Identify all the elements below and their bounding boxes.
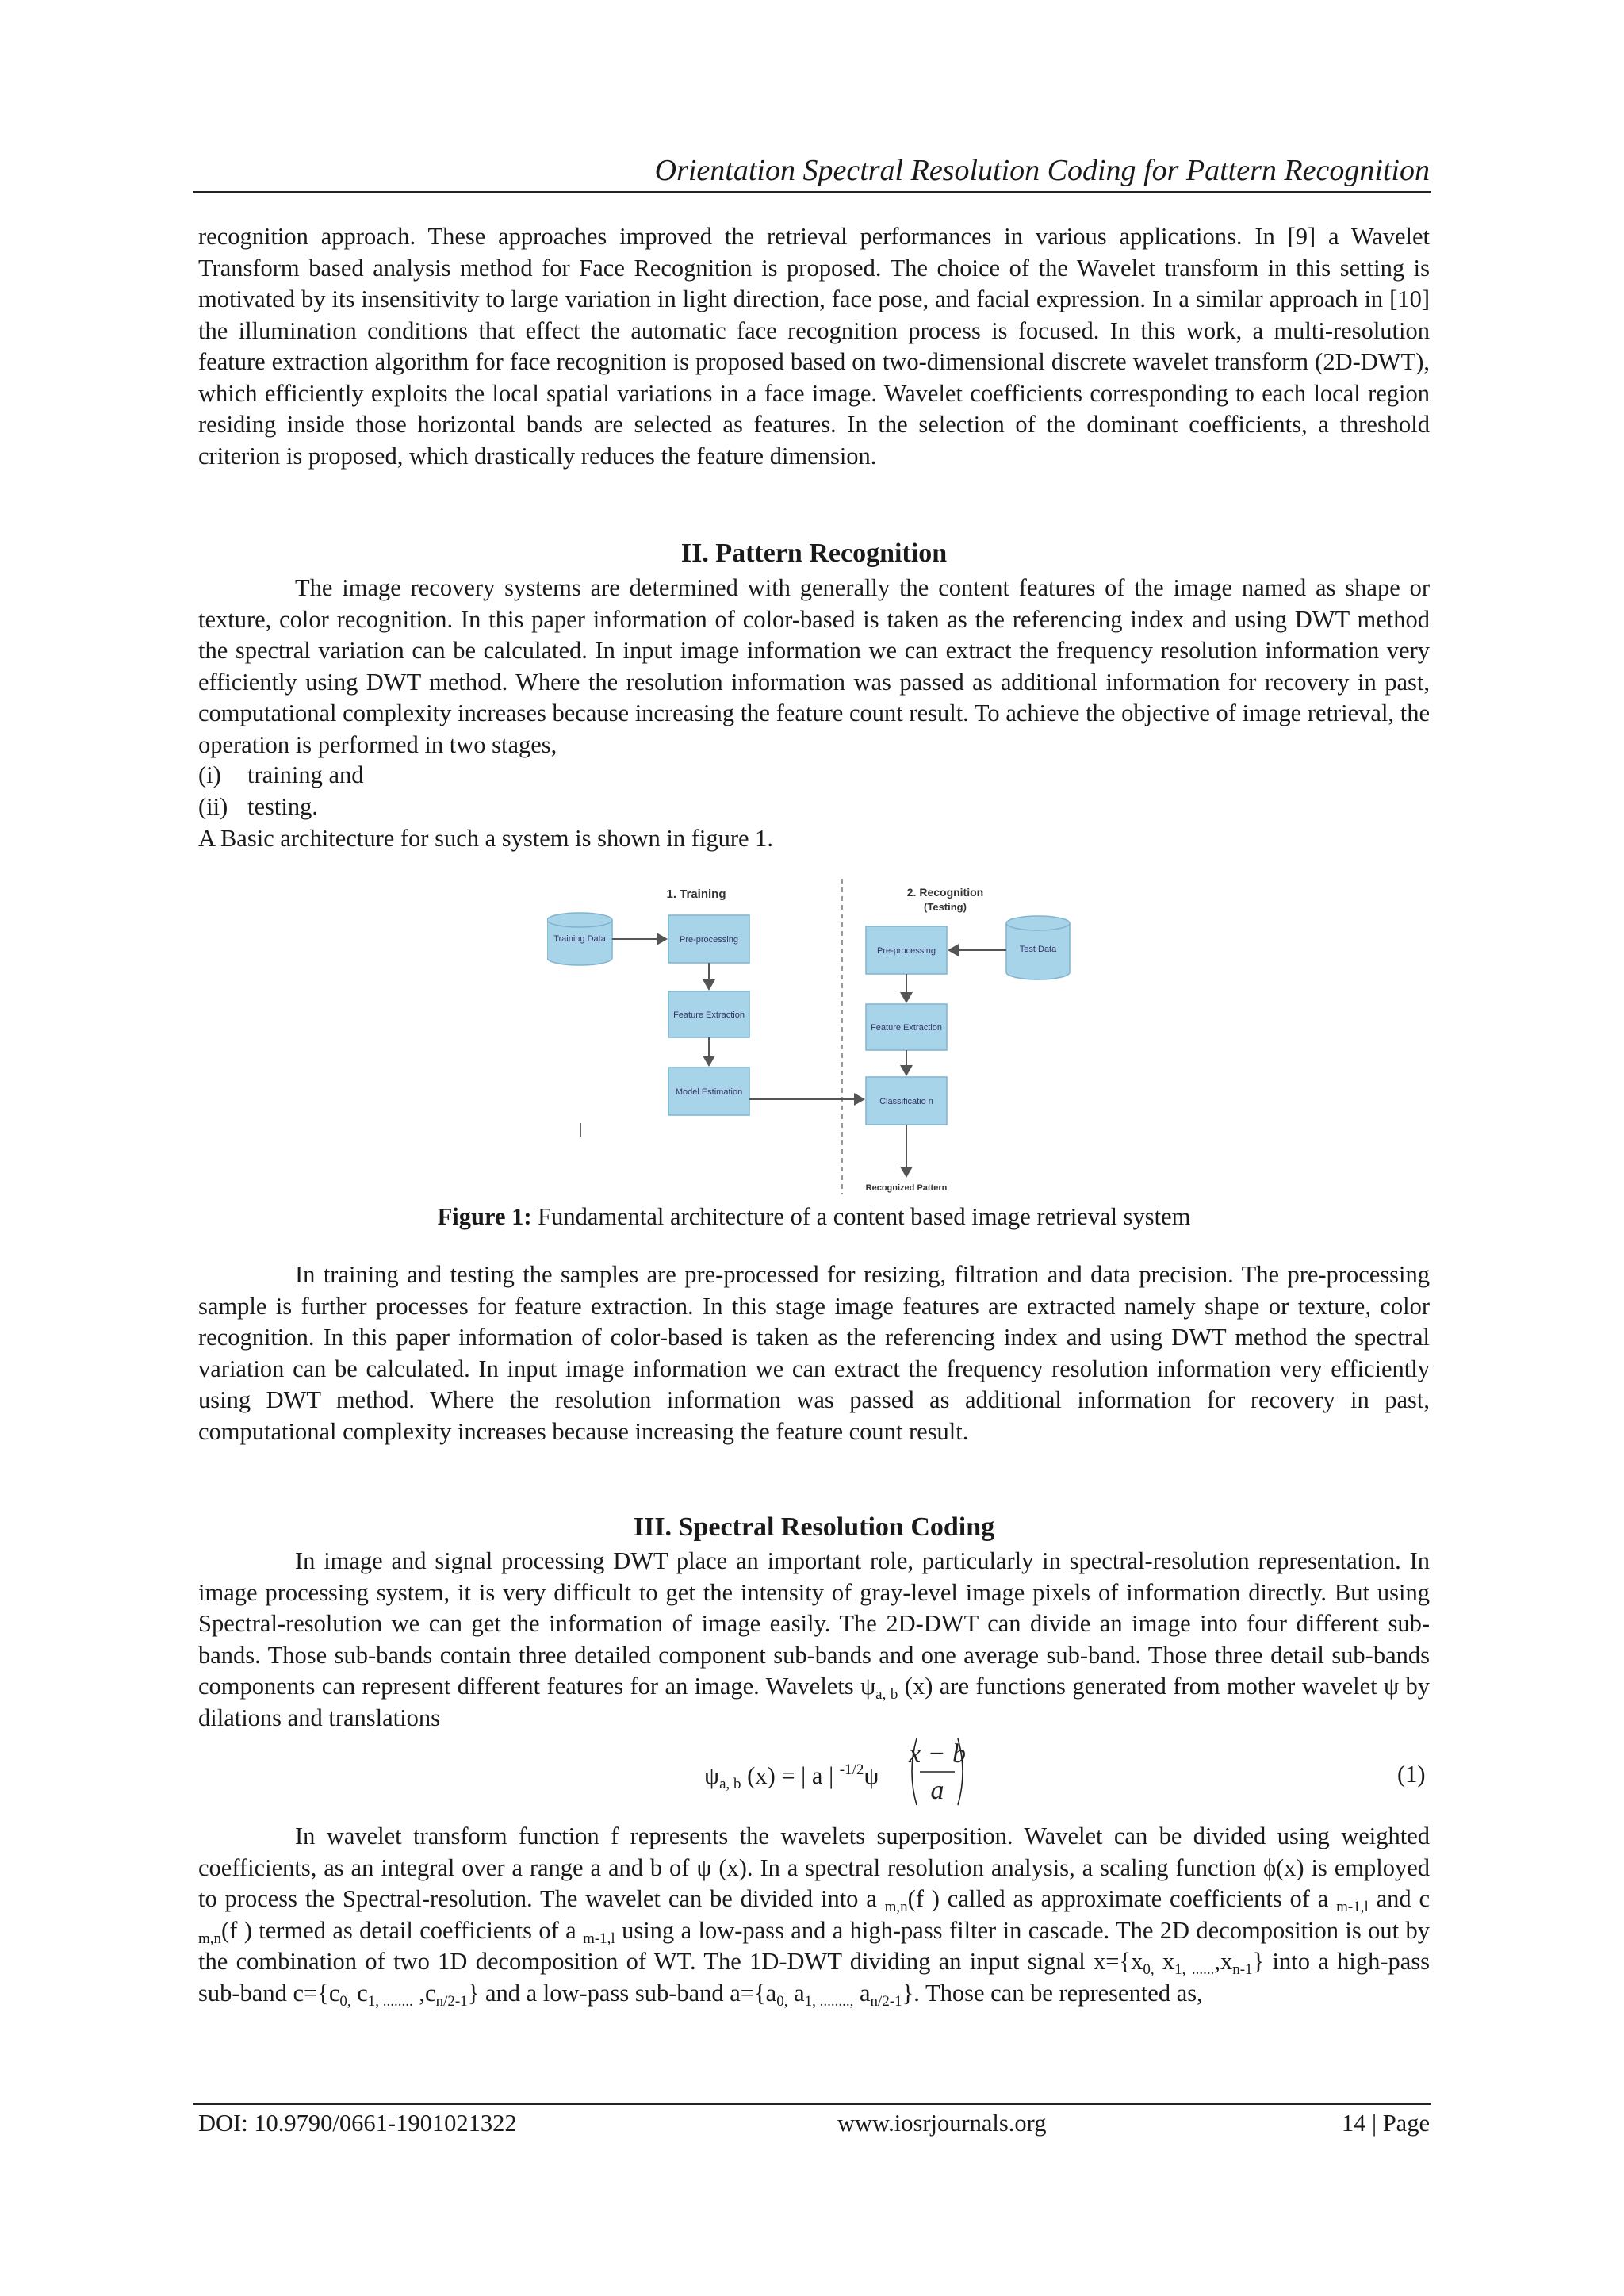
section-3-paragraph-1 (198, 1546, 1430, 1734)
list-marker: (ii) (198, 793, 228, 820)
p2-text: } into a high-pass sub-band c={c (198, 1948, 1431, 2007)
p2-sub: 1, ........, (804, 1992, 854, 2010)
running-header-title: Orientation Spectral Resolution Coding for Pattern Recognition (654, 154, 1430, 187)
preprocessing-label-training: Pre-processing (680, 935, 738, 945)
fraction-numerator: x − b (908, 1739, 967, 1769)
section-3-paragraph-2 (198, 1821, 1430, 2009)
training-data-cylinder (547, 913, 612, 965)
p2-text: In wavelet transform function f represents the wavelets superposition. Wavelet can be divided using weighted coefficients, as an integral over a range a and b of ψ (x). In a spectral resolution analysis, a scaling function ϕ(x) is employed to process the Spectral-resolution. The wavelet can be divided into a (198, 1823, 1430, 1912)
p2-text: x (1154, 1948, 1175, 1975)
fraction-denominator: a (930, 1776, 944, 1805)
equation-psi: ψ (704, 1762, 720, 1789)
equation-number: (1) (1397, 1761, 1426, 1788)
equation-1 (698, 1735, 1047, 1807)
p2-sub: n-1 (1232, 1961, 1253, 1978)
p2-text: } and a low-pass sub-band a={a (467, 1979, 777, 2007)
p2-text: }. Those can be represented as, (902, 1979, 1203, 2007)
psi-subscript: a, b (875, 1686, 898, 1703)
p2-text: (f ) termed as detail coefficients of a (221, 1916, 584, 1944)
after-figure-paragraph: In training and testing the samples are pre-processed for resizing, filtration and data precision. The pre-processing sample is further processes for feature extraction. In this stage image features are extracted namely shape or texture, color recognition. In this paper information of color-based is taken as the referencing index and using DWT method the spectral variation can be calculated. In input image information we can extract the frequency resolution information very efficiently using DWT method. Where the resolution information was passed as additional information for recovery in past, computational complexity increases because increasing the feature count result. (198, 1261, 1430, 1445)
classification-label: Classificatio n (879, 1097, 933, 1106)
list-item-testing (198, 792, 318, 823)
figure-1-diagram (547, 879, 1086, 1194)
list-item-training (198, 760, 364, 792)
equation-lhs-subscript: a, b (719, 1776, 741, 1792)
caption-text: Fundamental architecture of a content based image retrieval system (531, 1203, 1191, 1230)
preprocessing-label-testing: Pre-processing (877, 946, 936, 956)
footer-rule (193, 2103, 1431, 2105)
section-3-heading: III. Spectral Resolution Coding (633, 1512, 995, 1542)
p2-sub: 0, (776, 1992, 788, 2010)
p2-sub: n/2-1 (435, 1992, 468, 2010)
footer-doi: DOI: 10.9790/0661-1901021322 (198, 2110, 517, 2137)
list-text: testing. (247, 793, 318, 820)
p2-sub: 1, ...... (1174, 1961, 1215, 1978)
training-title: 1. Training (666, 887, 726, 901)
p2-sub: m-1,l (583, 1930, 615, 1947)
equation-exponent: -1/2 (839, 1761, 864, 1778)
section-2-heading: II. Pattern Recognition (680, 539, 948, 568)
test-data-cylinder (1006, 916, 1070, 979)
p2-text: ,x (1214, 1948, 1233, 1975)
equation-mother-psi: ψ (864, 1762, 879, 1789)
model-estimation-label: Model Estimation (675, 1087, 743, 1097)
p2-sub: m,n (884, 1899, 908, 1915)
footer-website: www.iosrjournals.org (837, 2110, 1047, 2137)
equation-lhs-rest: (x) = | a | (741, 1762, 840, 1789)
recognition-title: 2. Recognition (906, 886, 984, 899)
p2-sub: 0, (339, 1992, 351, 2010)
footer-page-number: 14 | Page (1341, 2110, 1430, 2137)
equation-fraction (906, 1735, 969, 1808)
p2-text: using a low-pass and a high-pass filter in cascade. The 2D decomposition is out by the combination of two 1D decomposition of WT. The 1D-DWT dividing an input signal x={x (198, 1916, 1430, 1975)
header-rule (193, 191, 1431, 193)
section-2-paragraph: The image recovery systems are determined with generally the content features of the image named as shape or texture, color recognition. In this paper information of color-based is taken as the referencing index and using DWT method the spectral variation can be calculated. In input image information we can extract the frequency resolution information very efficiently using DWT method. Where the resolution information was passed as additional information for recovery in past, computational complexity increases because increasing the feature count result. To achieve the objective of image retrieval, the operation is performed in two stages, (198, 574, 1430, 758)
feature-extraction-label-testing: Feature Extraction (871, 1023, 942, 1033)
test-data-label: Test Data (1019, 945, 1057, 954)
figure-reference-sentence: A Basic architecture for such a system is shown in figure 1. (198, 825, 774, 852)
p2-text: a (853, 1979, 871, 2007)
section-3-paragraph-1-tail: (x) are functions generated from mother wavelet ψ by dilations and translations (198, 1673, 1430, 1731)
p2-text: a (787, 1979, 805, 2007)
list-marker: (i) (198, 761, 221, 788)
figure-1-caption (198, 1201, 1430, 1232)
p2-sub: n/2-1 (870, 1992, 902, 2010)
p2-text: ,c (412, 1979, 436, 2007)
p2-text: c (350, 1979, 368, 2007)
p2-text: (f ) called as approximate coefficients of a (907, 1885, 1337, 1912)
list-text: training and (247, 761, 364, 788)
recognition-subtitle: (Testing) (924, 901, 967, 913)
p2-sub: 1, ........ (367, 1992, 413, 2010)
feature-extraction-label-training: Feature Extraction (673, 1010, 745, 1020)
equation-lhs (704, 1762, 879, 1790)
p2-sub: m-1,l (1336, 1899, 1369, 1915)
caption-label: Figure 1: (437, 1203, 532, 1230)
architecture-diagram-svg (547, 879, 1086, 1194)
p2-sub: m,n (198, 1930, 222, 1947)
training-data-label: Training Data (553, 934, 606, 944)
section-3-paragraph-1-text: In image and signal processing DWT place an important role, particularly in spectral-resolution representation. In image processing system, it is very difficult to get the intensity of gray-level image pixels of information directly. But using Spectral-resolution we can get the information of image easily. The 2D-DWT can divide an image into four different sub-bands. Those sub-bands contain three detailed component sub-bands and one average sub-band. Those three detail sub-bands components can represent different features for an image. Wavelets ψ (198, 1547, 1430, 1700)
recognized-pattern-label: Recognized Pattern (865, 1183, 948, 1193)
p2-sub: 0, (1143, 1961, 1155, 1978)
p2-text: and c (1368, 1885, 1430, 1912)
intro-paragraph: recognition approach. These approaches improved the retrieval performances in various applications. In [9] a Wavelet Transform based analysis method for Face Recognition is proposed. The choice of the Wavelet transform in this setting is motivated by its insensitivity to large variation in light direction, face pose, and facial expression. In a similar approach in [10] the illumination conditions that effect the automatic face recognition process is focused. In this work, a multi-resolution feature extraction algorithm for face recognition is proposed based on two-dimensional discrete wavelet transform (2D-DWT), which efficiently exploits the local spatial variations in a face image. Wavelet coefficients corresponding to each local region residing inside those horizontal bands are selected as features. In the selection of the dominant coefficients, a threshold criterion is proposed, which drastically reduces the feature dimension. (198, 223, 1430, 470)
